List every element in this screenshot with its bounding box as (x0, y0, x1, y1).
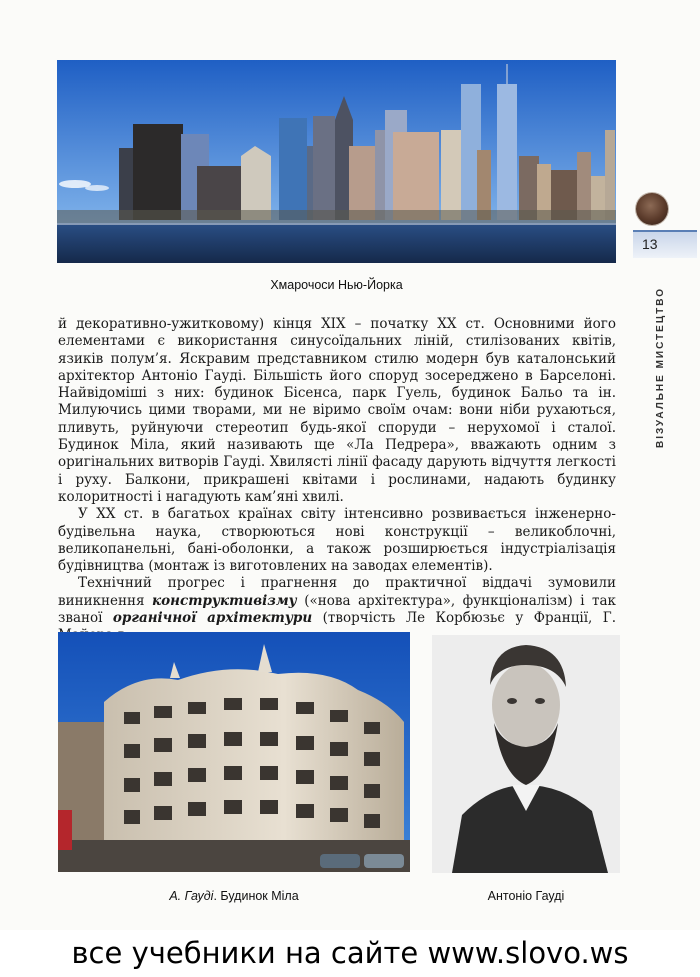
paragraph-3-middle: («нова архітектура», функціоналізм) і так званої (58, 592, 616, 627)
section-side-label: ВІЗУАЛЬНЕ МИСТЕЦТВО (655, 286, 666, 448)
paragraph-2: У XX ст. в багатьох країнах світу інтенсивно розвивається інженерно-будівельна наука, створюються нові конструкції – великоблочні, великопанельні, бані-оболонки, а також розширюється індустріалізація будівництва (монтаж із виготовлених на заводах елементів). (58, 506, 616, 575)
casa-mila-caption-title: . Будинок Міла (213, 889, 299, 903)
gaudi-portrait-photo (432, 635, 620, 873)
skyline-photo (57, 60, 616, 263)
casa-mila-caption-author: А. Гауді (169, 889, 214, 903)
portrait-caption: Антоніо Гауді (487, 889, 565, 903)
section-emblem-icon (636, 193, 668, 225)
paragraph-1: й декоративно-ужитковому) кінця XIX – початку XX ст. Основними його елементами є використання синусоїдальних ліній, стилізованих квітів, язиків полум’я. Яскравим представником стилю модерн був каталонський архітектор Антоніо Гауді. Більшість його споруд зосереджено в Барселоні. Найвідоміші з них: будинок Бісенса, парк Гуель, будинок Бальо та ін. Милуючись цими творами, ми не віримо своїм очам: вони ніби рухаються, пливуть, руйнуючи стереотип будь-якої споруди – нерухомої і сталої. Будинок Міла, який називають ще «Ла Педрера», вважають одним з оригінальних витворів Гауді. Хвилясті лінії фасаду дарують відчуття легкості і руху. Балкони, прикрашені квітами і рослинами, надають будинку колоритності і нагадують кам’яні хвилі. (58, 316, 616, 505)
paragraph-3-end: (творчість Ле Корбюзьє у Франції, Г. (322, 610, 616, 627)
paragraph-3-start: Технічний прогрес і прагнення до практичної віддачі зумовили виникнення (58, 575, 616, 609)
page-number: 13 (642, 236, 658, 252)
skyline-caption: Хмарочоси Нью-Йорка (270, 278, 403, 292)
body-text (58, 316, 616, 645)
casa-mila-photo (58, 632, 410, 872)
footer-banner: все учебники на сайте www.slovo.ws (0, 930, 700, 977)
term-organic-architecture: органічної архітектури (112, 610, 313, 627)
casa-mila-caption (58, 889, 410, 903)
term-constructivism: конструктивізму (152, 592, 297, 609)
